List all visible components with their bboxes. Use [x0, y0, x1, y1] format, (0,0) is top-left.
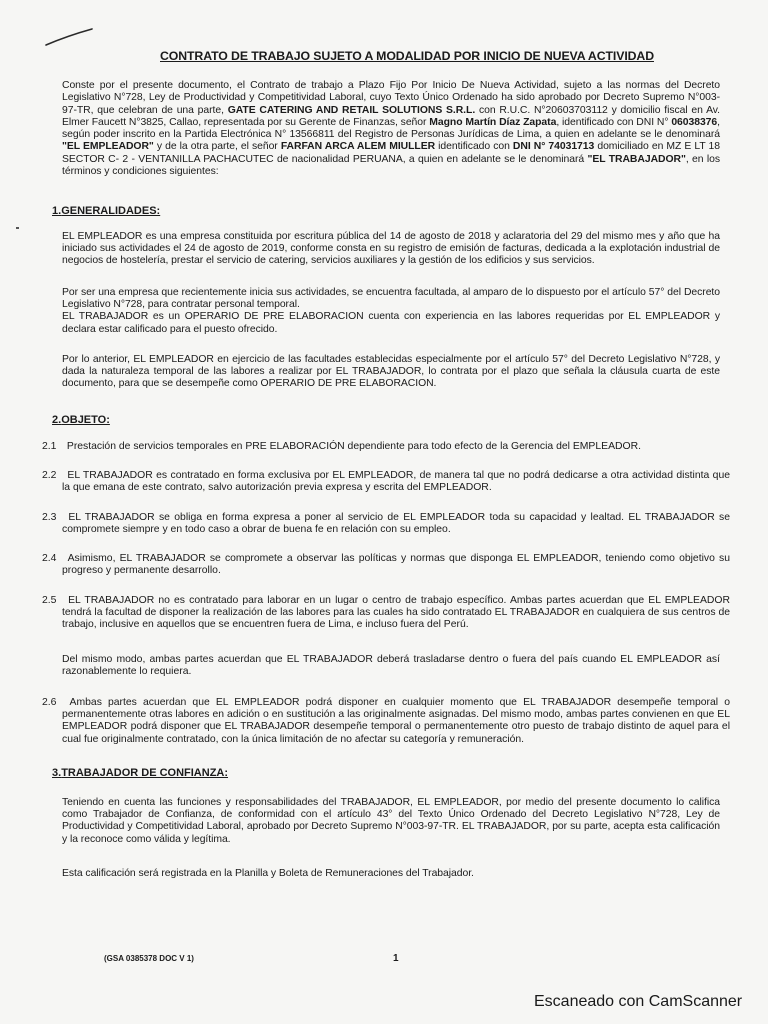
- manager-name: Magno Martín Díaz Zapata: [429, 116, 557, 128]
- clause-2-5-continuation: Del mismo modo, ambas partes acuerdan que EL TRABAJADOR deberá trasladarse dentro o fuera del país cuando EL EMPLEADOR así razonablemente lo requiera.: [62, 654, 720, 678]
- section-heading-trabajador-de-confianza: 3.TRABAJADOR DE CONFIANZA:: [52, 767, 229, 779]
- document-code: (GSA 0385378 DOC V 1): [104, 954, 194, 963]
- manager-dni: 06038376: [671, 116, 718, 128]
- generalidades-paragraph-2: Por ser una empresa que recientemente inicia sus actividades, se encuentra facultada, al amparo de lo dispuesto por el artículo 57° del Decreto Legislativo N°728, para contratar personal temporal. EL TRABAJADOR es un OPERARIO DE PRE ELABORACION cuenta con experiencia en las labores requeridas por EL EMPLEADOR y declara estar calificado para el puesto ofrecido.: [62, 287, 720, 335]
- page-number: 1: [393, 953, 399, 964]
- clause-2-4: 2.4 Asimismo, EL TRABAJADOR se compromete a observar las políticas y normas que disponga EL EMPLEADOR, teniendo como objetivo su progreso y permanente desarrollo.: [42, 553, 730, 577]
- confianza-paragraph-2: Esta calificación será registrada en la Planilla y Boleta de Remuneraciones del Trabajador.: [62, 868, 474, 879]
- clause-2-6: 2.6 Ambas partes acuerdan que EL EMPLEADOR podrá disponer en cualquier momento que EL TRABAJADOR desempeñe temporal o permanentemente otras labores en adición o en sustitución a las originalmente asignadas. Del mismo modo, ambas partes convienen en que EL EMPLEADOR podrá disponer que EL TRABAJADOR desempeñe temporal o permanentemente otro puesto de trabajo distinto de aquel para el cual fue originalmente contratado, con la única limitación de no afectar su categoría y remuneración.: [42, 697, 730, 745]
- confianza-paragraph-1: Teniendo en cuenta las funciones y responsabilidades del TRABAJADOR, EL EMPLEADOR, por medio del presente documento lo califica como Trabajador de Confianza, de conformidad con el artículo 43° del Texto Único Ordenado del Decreto Legislativo N°728, Ley de Productividad y Competitividad Laboral, aprobado por Decreto Supremo N°003-97-TR. EL TRABAJADOR, por su parte, acepta esta calificación y la reconoce como válida y legítima.: [62, 797, 720, 845]
- clause-2-5: 2.5 EL TRABAJADOR no es contratado para laborar en un lugar o centro de trabajo específico. Ambas partes acuerdan que EL EMPLEADOR tendrá la facultad de disponer la realización de las labores para las cuales ha sido contratado EL TRABAJADOR en cualquiera de sus centros de trabajo, inclusive en aquellos que se encuentren fuera de Lima, e incluso fuera del Perú.: [42, 595, 730, 631]
- company-name: GATE CATERING AND RETAIL SOLUTIONS S.R.L.: [227, 104, 476, 116]
- section-heading-objeto: 2.OBJETO:: [52, 414, 110, 426]
- intro-paragraph: Conste por el presente documento, el Contrato de trabajo a Plazo Fijo Por Inicio De Nueva Actividad, sujeto a las normas del Decreto Legislativo N°728, Ley de Productividad y Competitividad Laboral, cuyo Texto Único Ordenado ha sido aprobado por Decreto Supremo N°003-97-TR, que celebran de una parte, GATE CATERING AND RETAIL SOLUTIONS S.R.L. con R.U.C. N°20603703112 y domicilio fiscal en Av. Elmer Faucett N°3825, Callao, representada por su Gerente de Finanzas, señor Magno Martín Díaz Zapata, identificado con DNI N° 06038376, según poder inscrito en la Partida Electrónica N° 13566811 del Registro de Personas Jurídicas de Lima, a quien en adelante se le denominará "EL EMPLEADOR" y de la otra parte, el señor FARFAN ARCA ALEM MIULLER identificado con DNI N° 74031713 domiciliado en MZ E LT 18 SECTOR C- 2 - VENTANILLA PACHACUTEC de nacionalidad PERUANA, a quien en adelante se le denominará "EL TRABAJADOR", en los términos y condiciones siguientes:: [62, 80, 720, 178]
- pen-stroke-mark: [44, 26, 96, 48]
- scan-speck: [16, 227, 19, 229]
- generalidades-paragraph-3: Por lo anterior, EL EMPLEADOR en ejercicio de las facultades establecidas especialmente por el artículo 57° del Decreto Legislativo N°728, y dada la naturaleza temporal de las labores a realizar por EL TRABAJADOR, lo contrata por el plazo que señala la cláusula cuarta de este documento, para que se desempeñe como OPERARIO DE PRE ELABORACION.: [62, 354, 720, 390]
- worker-dni: DNI N° 74031713: [512, 141, 595, 153]
- clause-2-1: 2.1 Prestación de servicios temporales en PRE ELABORACIÓN dependiente para todo efecto de la Gerencia del EMPLEADOR.: [42, 441, 641, 452]
- generalidades-paragraph-1: EL EMPLEADOR es una empresa constituida por escritura pública del 14 de agosto de 2018 y aclaratoria del 29 del mismo mes y año que ha iniciado sus actividades el 24 de agosto de 2019, conforme consta en su registro de emisión de facturas, dedicada a la explotación industrial de negocios de hostelería, prestar el servicio de catering, servicios auxiliares y la gestión de los edificios y sus servicios.: [62, 231, 720, 267]
- scanner-watermark: Escaneado con CamScanner: [534, 993, 743, 1010]
- document-title: CONTRATO DE TRABAJO SUJETO A MODALIDAD POR INICIO DE NUEVA ACTIVIDAD: [160, 49, 654, 63]
- clause-2-2: 2.2 EL TRABAJADOR es contratado en forma exclusiva por EL EMPLEADOR, de manera tal que no podrá dedicarse a otra actividad distinta que la que emana de este contrato, salvo autorización previa expresa y escrita del EMPLEADOR.: [42, 470, 730, 494]
- employer-alias: "EL EMPLEADOR": [62, 141, 154, 153]
- worker-alias: "EL TRABAJADOR": [587, 153, 686, 165]
- clause-2-3: 2.3 EL TRABAJADOR se obliga en forma expresa a poner al servicio de EL EMPLEADOR toda su capacidad y lealtad. EL TRABAJADOR se compromete siempre y en todo caso a obrar de buena fe en relación con su empleo.: [42, 512, 730, 536]
- section-heading-generalidades: 1.GENERALIDADES:: [52, 205, 161, 217]
- worker-name: FARFAN ARCA ALEM MIULLER: [280, 141, 436, 153]
